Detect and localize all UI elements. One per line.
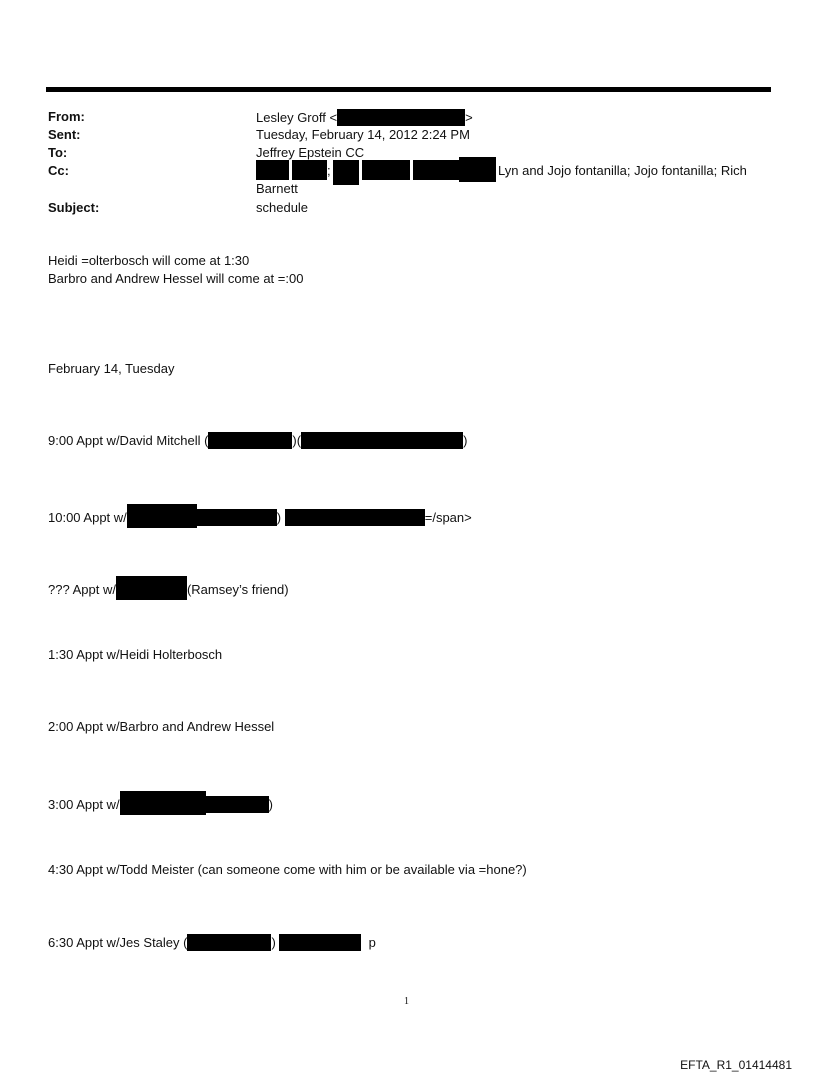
appointment-line: 2:00 Appt w/Barbro and Andrew Hessel bbox=[48, 719, 275, 734]
to-label: To: bbox=[48, 145, 68, 160]
subject-value: schedule bbox=[256, 200, 309, 215]
redaction-block bbox=[116, 576, 187, 600]
redaction-block bbox=[256, 160, 289, 180]
appointment-line: 1:30 Appt w/Heidi Holterbosch bbox=[48, 647, 223, 662]
appointment-line: 4:30 Appt w/Todd Meister (can someone come with him or be available via =hone?) bbox=[48, 862, 527, 877]
redaction-block bbox=[127, 504, 197, 528]
appointment-text: (Ramsey’s friend) bbox=[186, 582, 289, 597]
appointment-text: 3:00 Appt w/ bbox=[48, 797, 120, 812]
redaction-block bbox=[301, 432, 463, 449]
from-close: > bbox=[465, 110, 473, 125]
redaction-block bbox=[285, 509, 425, 526]
appointment-text: ) bbox=[276, 510, 282, 525]
appointment-text: =/span> bbox=[424, 510, 472, 525]
appointment-line bbox=[48, 934, 376, 951]
cc-value-line2: Barnett bbox=[256, 181, 298, 196]
document-id: EFTA_R1_01414481 bbox=[680, 1058, 792, 1072]
redaction-block bbox=[292, 160, 327, 180]
from-name: Lesley Groff < bbox=[256, 110, 338, 125]
appointment-line bbox=[48, 432, 467, 449]
to-value: Jeffrey Epstein CC bbox=[256, 145, 365, 160]
from-value bbox=[256, 109, 473, 126]
page-number: 1 bbox=[404, 996, 409, 1007]
appointment-text: 10:00 Appt w/ bbox=[48, 510, 127, 525]
sent-value: Tuesday, February 14, 2012 2:24 PM bbox=[256, 127, 470, 142]
header-rule bbox=[46, 87, 771, 92]
appointment-text: 6:30 Appt w/Jes Staley ( bbox=[48, 935, 188, 950]
appointment-text: 9:00 Appt w/David Mitchell ( bbox=[48, 433, 209, 448]
redaction-block bbox=[197, 509, 277, 526]
cc-label: Cc: bbox=[48, 163, 69, 178]
redaction-block bbox=[362, 160, 410, 180]
appointment-text: )( bbox=[292, 433, 302, 448]
sent-label: Sent: bbox=[48, 127, 81, 142]
date-heading: February 14, Tuesday bbox=[48, 361, 175, 376]
redaction-block bbox=[208, 432, 292, 449]
redaction-block bbox=[279, 934, 361, 951]
cc-value: Lyn and Jojo fontanilla; Jojo fontanilla; Rich bbox=[498, 163, 747, 178]
appointment-line bbox=[48, 576, 289, 600]
intro-line: Heidi =olterbosch will come at 1:30 bbox=[48, 253, 250, 268]
appointment-text: ??? Appt w/ bbox=[48, 582, 116, 597]
redaction-block bbox=[413, 160, 459, 180]
redaction-block bbox=[187, 934, 271, 951]
redaction-block bbox=[333, 160, 359, 185]
redaction-block bbox=[459, 157, 496, 182]
appointment-line bbox=[48, 504, 472, 528]
appointment-text: ) bbox=[271, 935, 276, 950]
redaction-block bbox=[337, 109, 465, 126]
redaction-block bbox=[120, 791, 206, 815]
cc-semicolon: ; bbox=[327, 163, 331, 178]
subject-label: Subject: bbox=[48, 200, 100, 215]
appointment-text: p bbox=[368, 935, 376, 950]
appointment-text: ) bbox=[268, 797, 273, 812]
redaction-block bbox=[206, 796, 269, 813]
intro-line: Barbro and Andrew Hessel will come at =:00 bbox=[48, 271, 304, 286]
appointment-line bbox=[48, 791, 273, 815]
from-label: From: bbox=[48, 109, 85, 124]
appointment-text: ) bbox=[463, 433, 468, 448]
